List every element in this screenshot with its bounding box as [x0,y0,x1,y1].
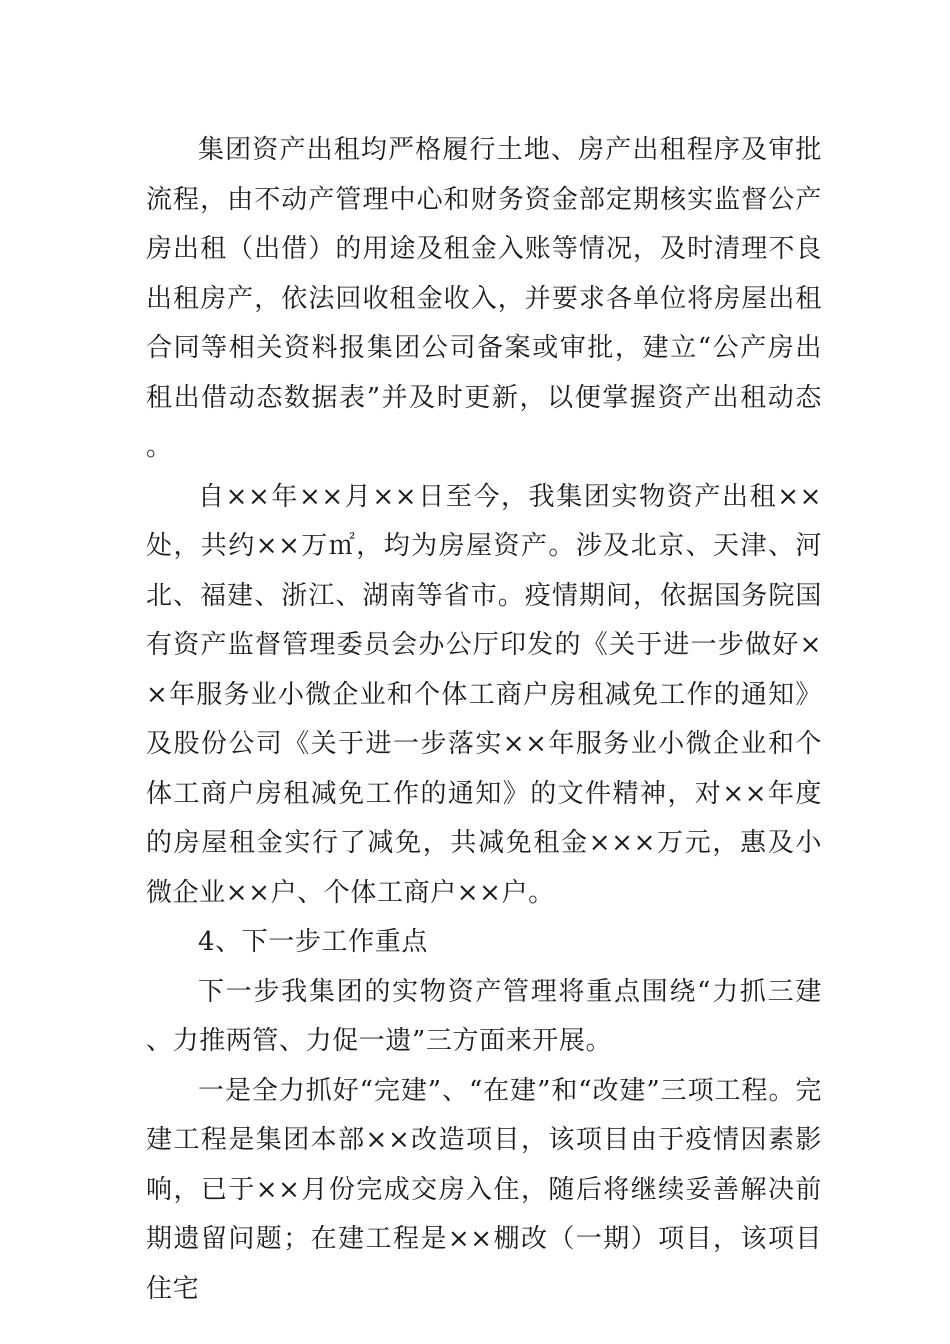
document-body [146,126,822,1314]
paragraph-rental-statistics: 自××年××月××日至今，我集团实物资产出租××处，共约××万㎡，均为房屋资产。涉及北京、天津、河北、福建、浙江、湖南等省市。疫情期间，依据国务院国有资产监督管理委员会办公厅印发的《关于进一步做好××年服务业小微企业和个体工商户房租减免工作的通知》及股份公司《关于进一步落实××年服务业小微企业和个体工商户房租减免工作的通知》的文件精神，对××年度的房屋租金实行了减免，共减免租金×××万元，惠及小微企业××户、个体工商户××户。 [146,481,822,908]
section-heading-next-steps: 4、下一步工作重点 [198,927,428,957]
paragraph-three-projects: 一是全力抓好“完建”、“在建”和“改建”三项工程。完建工程是集团本部××改造项目，该项目由于疫情因素影响，已于××月份完成交房入住，随后将继续妥善解决前期遗留问题；在建工程是××棚改（一期）项目，该项目住宅 [146,1075,822,1304]
paragraph-next-steps-overview: 下一步我集团的实物资产管理将重点围绕“力抓三建、力推两管、力促一遗”三方面来开展。 [146,976,822,1056]
paragraph-asset-rental-procedure: 集团资产出租均严格履行土地、房产出租程序及审批流程，由不动产管理中心和财务资金部定期核实监督公产房出租（出借）的用途及租金入账等情况，及时清理不良出租房产，依法回收租金收入，并要求各单位将房屋出租合同等相关资料报集团公司备案或审批，建立“公产房出租出借动态数据表”并及时更新，以便掌握资产出租动态。 [146,135,822,462]
